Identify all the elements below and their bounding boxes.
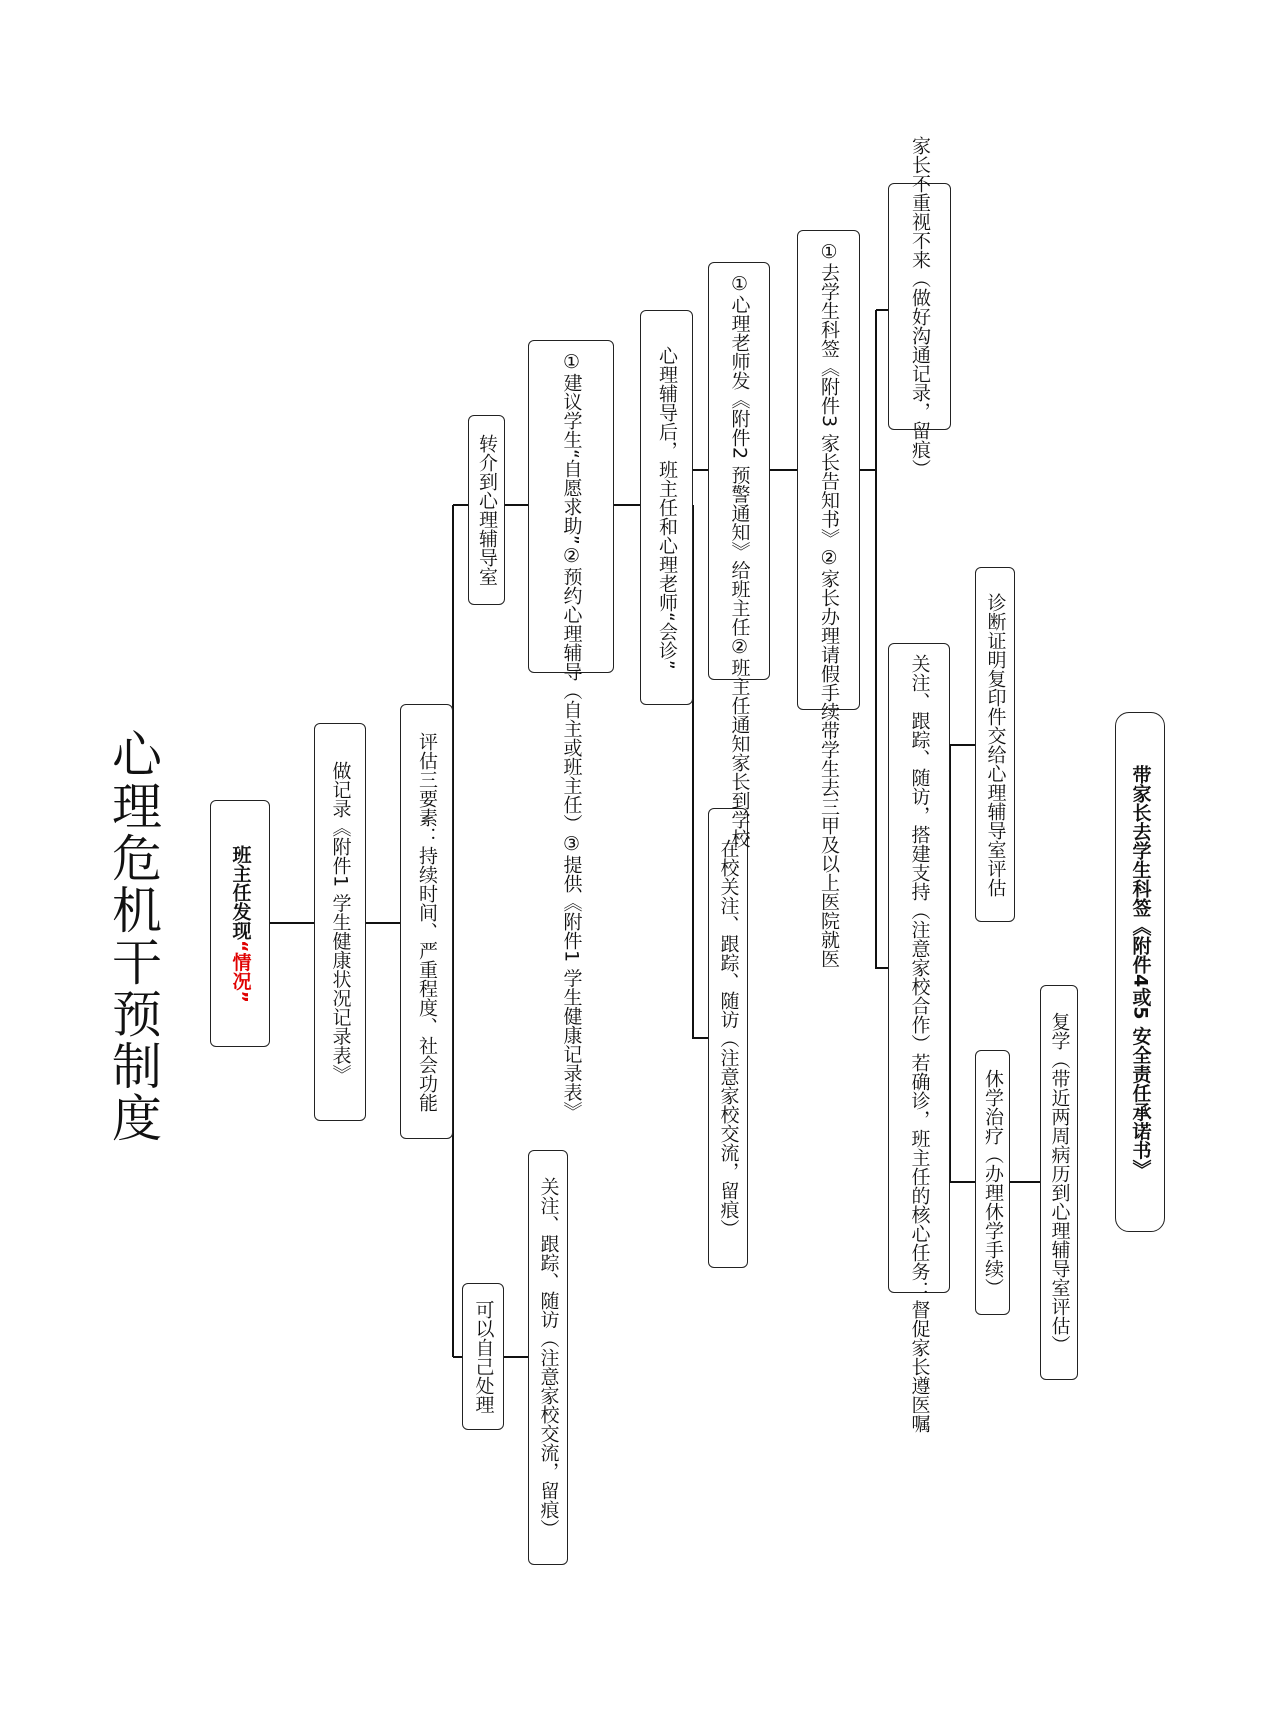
consult-text: 心理辅导后，班主任和心理老师“会诊” xyxy=(656,345,678,670)
counsel-step: ①建议学生“自愿求助” xyxy=(560,351,583,545)
node-self-followup xyxy=(528,1150,568,1565)
node-suspend xyxy=(975,1050,1010,1315)
page-title: 心理危机干预制度 xyxy=(104,728,162,1144)
commitment-text: 带家长去学生科签《附件4或5 安全责任承诺书》 xyxy=(1129,765,1152,1179)
warning-step: ①心理老师发《附件2 预警通知》给班主任 xyxy=(728,273,751,637)
node-warning xyxy=(708,262,770,849)
suspend-text: 休学治疗（办理休学手续） xyxy=(982,1068,1004,1297)
school-followup-text: 在校关注、跟踪、随访（注意家校交流，留痕） xyxy=(717,838,740,1238)
node-commitment xyxy=(1115,712,1165,1232)
root-prefix: 班主任发现 xyxy=(229,844,252,940)
connector xyxy=(876,310,888,968)
diagnosis-cert-text: 诊断证明复印件交给心理辅导室评估 xyxy=(984,592,1007,897)
assess-text: 评估三要素：持续时间、严重程度、社会功能 xyxy=(416,731,438,1112)
node-parent-ignore xyxy=(888,135,951,478)
hospital-step: ①去学生科签《附件3 家长告知书》 xyxy=(818,241,840,548)
node-resume xyxy=(1040,985,1078,1380)
connector xyxy=(950,968,975,1182)
connector xyxy=(693,505,708,1038)
counsel-step: ③提供《附件1 学生健康记录表》 xyxy=(560,832,583,1120)
record-text: 做记录《附件1 学生健康状况记录表》 xyxy=(329,760,352,1084)
node-diagnosis-followup xyxy=(888,643,950,1433)
root-highlight: “情况” xyxy=(229,939,252,1003)
warning-step: ②班主任通知家长到学校 xyxy=(728,636,751,849)
node-assess xyxy=(400,704,453,1139)
counsel-step: ②预约心理辅导（自主或班主任） xyxy=(560,544,583,833)
node-consult xyxy=(640,310,693,705)
referral-text: 转介到心理辅导室 xyxy=(476,434,498,586)
self-followup-text: 关注、跟踪、随访（注意家校交流，留痕） xyxy=(537,1177,560,1538)
parent-ignore-line: 家长不重视不来 xyxy=(909,135,931,269)
resume-text: 复学（带近两周病历到心理辅导室评估） xyxy=(1048,1011,1071,1354)
parent-ignore-line: （做好沟通记录，留痕） xyxy=(909,268,931,478)
node-school-followup xyxy=(708,808,748,1268)
node-referral xyxy=(468,415,505,605)
node-self-handle xyxy=(462,1283,504,1430)
node-record xyxy=(314,723,366,1121)
self-handle-text: 可以自己处理 xyxy=(472,1299,495,1414)
node-hospital xyxy=(797,230,860,969)
hospital-step: ②家长办理请假手续带学生去三甲及以上医院就医 xyxy=(818,547,840,969)
diagnosis-followup-line: 关注、跟踪、随访，搭建支持（注意家校合作）若确诊，班主任的核 xyxy=(908,654,931,1224)
node-root xyxy=(210,800,270,1047)
node-diagnosis-cert xyxy=(975,567,1015,922)
node-counsel-steps xyxy=(528,340,614,1120)
diagnosis-followup-line: 心任务：督促家长遵医嘱 xyxy=(908,1224,931,1433)
